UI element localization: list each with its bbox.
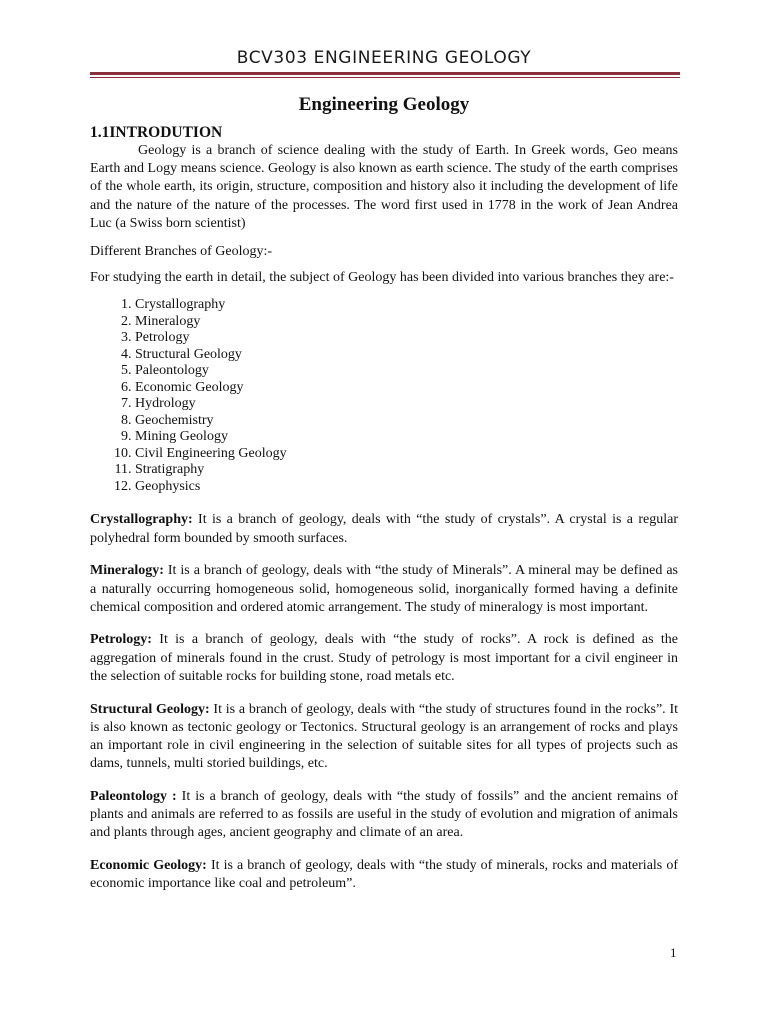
header-rule-thin bbox=[90, 77, 680, 78]
definition-mineralogy bbox=[90, 562, 678, 617]
branches-heading: Different Branches of Geology:- bbox=[90, 244, 273, 260]
definition-text: It is a branch of geology, deals with “the study of structures found in the rocks”. It is also known as tectonic geology or Tectonics. Structural geology is an arrangement of rocks and plays an important role in civil engineering in the selection of suitable sites for all types of projects such as dams, tunnels, multi storied buildings, etc. bbox=[90, 701, 678, 772]
list-item: 9. Mining Geology bbox=[135, 429, 678, 446]
definition-term: Mineralogy: bbox=[90, 563, 164, 579]
list-item: 10. Civil Engineering Geology bbox=[135, 446, 678, 463]
branches-list bbox=[90, 297, 678, 495]
list-item: 2. Mineralogy bbox=[135, 314, 678, 331]
list-item: 11. Stratigraphy bbox=[135, 462, 678, 479]
definition-term: Paleontology : bbox=[90, 788, 177, 804]
list-item: 5. Paleontology bbox=[135, 363, 678, 380]
definition-term: Crystallography: bbox=[90, 512, 193, 528]
definition-term: Structural Geology: bbox=[90, 701, 210, 717]
page-number: 1 bbox=[670, 945, 677, 960]
section-heading: 1.1INTRODUTION bbox=[90, 124, 223, 141]
definition-text: It is a branch of geology, deals with “the study of rocks”. A rock is defined as the aggregation of minerals found in the crust. Study of petrology is most important for a civil engineer in the selection of suitable rocks for building stone, road metals etc. bbox=[90, 632, 678, 684]
definition-text: It is a branch of geology, deals with “the study of minerals, rocks and materials of economic importance like coal and petroleum”. bbox=[90, 857, 678, 892]
definition-structural-geology bbox=[90, 701, 678, 774]
definition-text: It is a branch of geology, deals with “the study of Minerals”. A mineral may be defined as a naturally occurring homogeneous solid, homogeneous solid, inorganically formed having a definite chemical composition and ordered atomic arrangement. The study of mineralogy is most important. bbox=[90, 563, 678, 615]
list-item: 3. Petrology bbox=[135, 330, 678, 347]
definition-petrology bbox=[90, 631, 678, 686]
list-item: 6. Economic Geology bbox=[135, 380, 678, 397]
definition-paleontology bbox=[90, 788, 678, 843]
intro-paragraph: Geology is a branch of science dealing with the study of Earth. In Greek words, Geo means Earth and Logy means science. Geology is also known as earth science. The study of the earth comprises of the whole earth, its origin, structure, composition and history also it including the development of life and the nature of the nature of the processes. The word first used in 1778 in the work of Jean Andrea Luc (a Swiss born scientist) bbox=[90, 143, 678, 231]
list-item: 4. Structural Geology bbox=[135, 347, 678, 364]
definition-economic-geology bbox=[90, 857, 678, 893]
branches-intro: For studying the earth in detail, the subject of Geology has been divided into various branches they are:- bbox=[90, 270, 674, 286]
header-rule-thick bbox=[90, 72, 680, 75]
list-item: 8. Geochemistry bbox=[135, 413, 678, 430]
document-title: Engineering Geology bbox=[298, 94, 470, 115]
definition-text: It is a branch of geology, deals with “the study of fossils” and the ancient remains of plants and animals are referred to as fossils are useful in the study of evolution and migration of animals and plants through ages, ancient geography and climate of an area. bbox=[90, 788, 679, 841]
definition-crystallography bbox=[90, 511, 678, 547]
list-item: 1. Crystallography bbox=[135, 297, 678, 314]
definition-term: Petrology: bbox=[90, 632, 152, 648]
list-item: 7. Hydrology bbox=[135, 396, 678, 413]
page-body bbox=[90, 93, 678, 893]
definition-term: Economic Geology: bbox=[90, 857, 207, 873]
running-header: BCV303 ENGINEERING GEOLOGY bbox=[236, 48, 532, 68]
definition-text: It is a branch of geology, deals with “the study of crystals”. A crystal is a regular polyhedral form bounded by smooth surfaces. bbox=[90, 512, 678, 546]
list-item: 12. Geophysics bbox=[135, 479, 678, 496]
